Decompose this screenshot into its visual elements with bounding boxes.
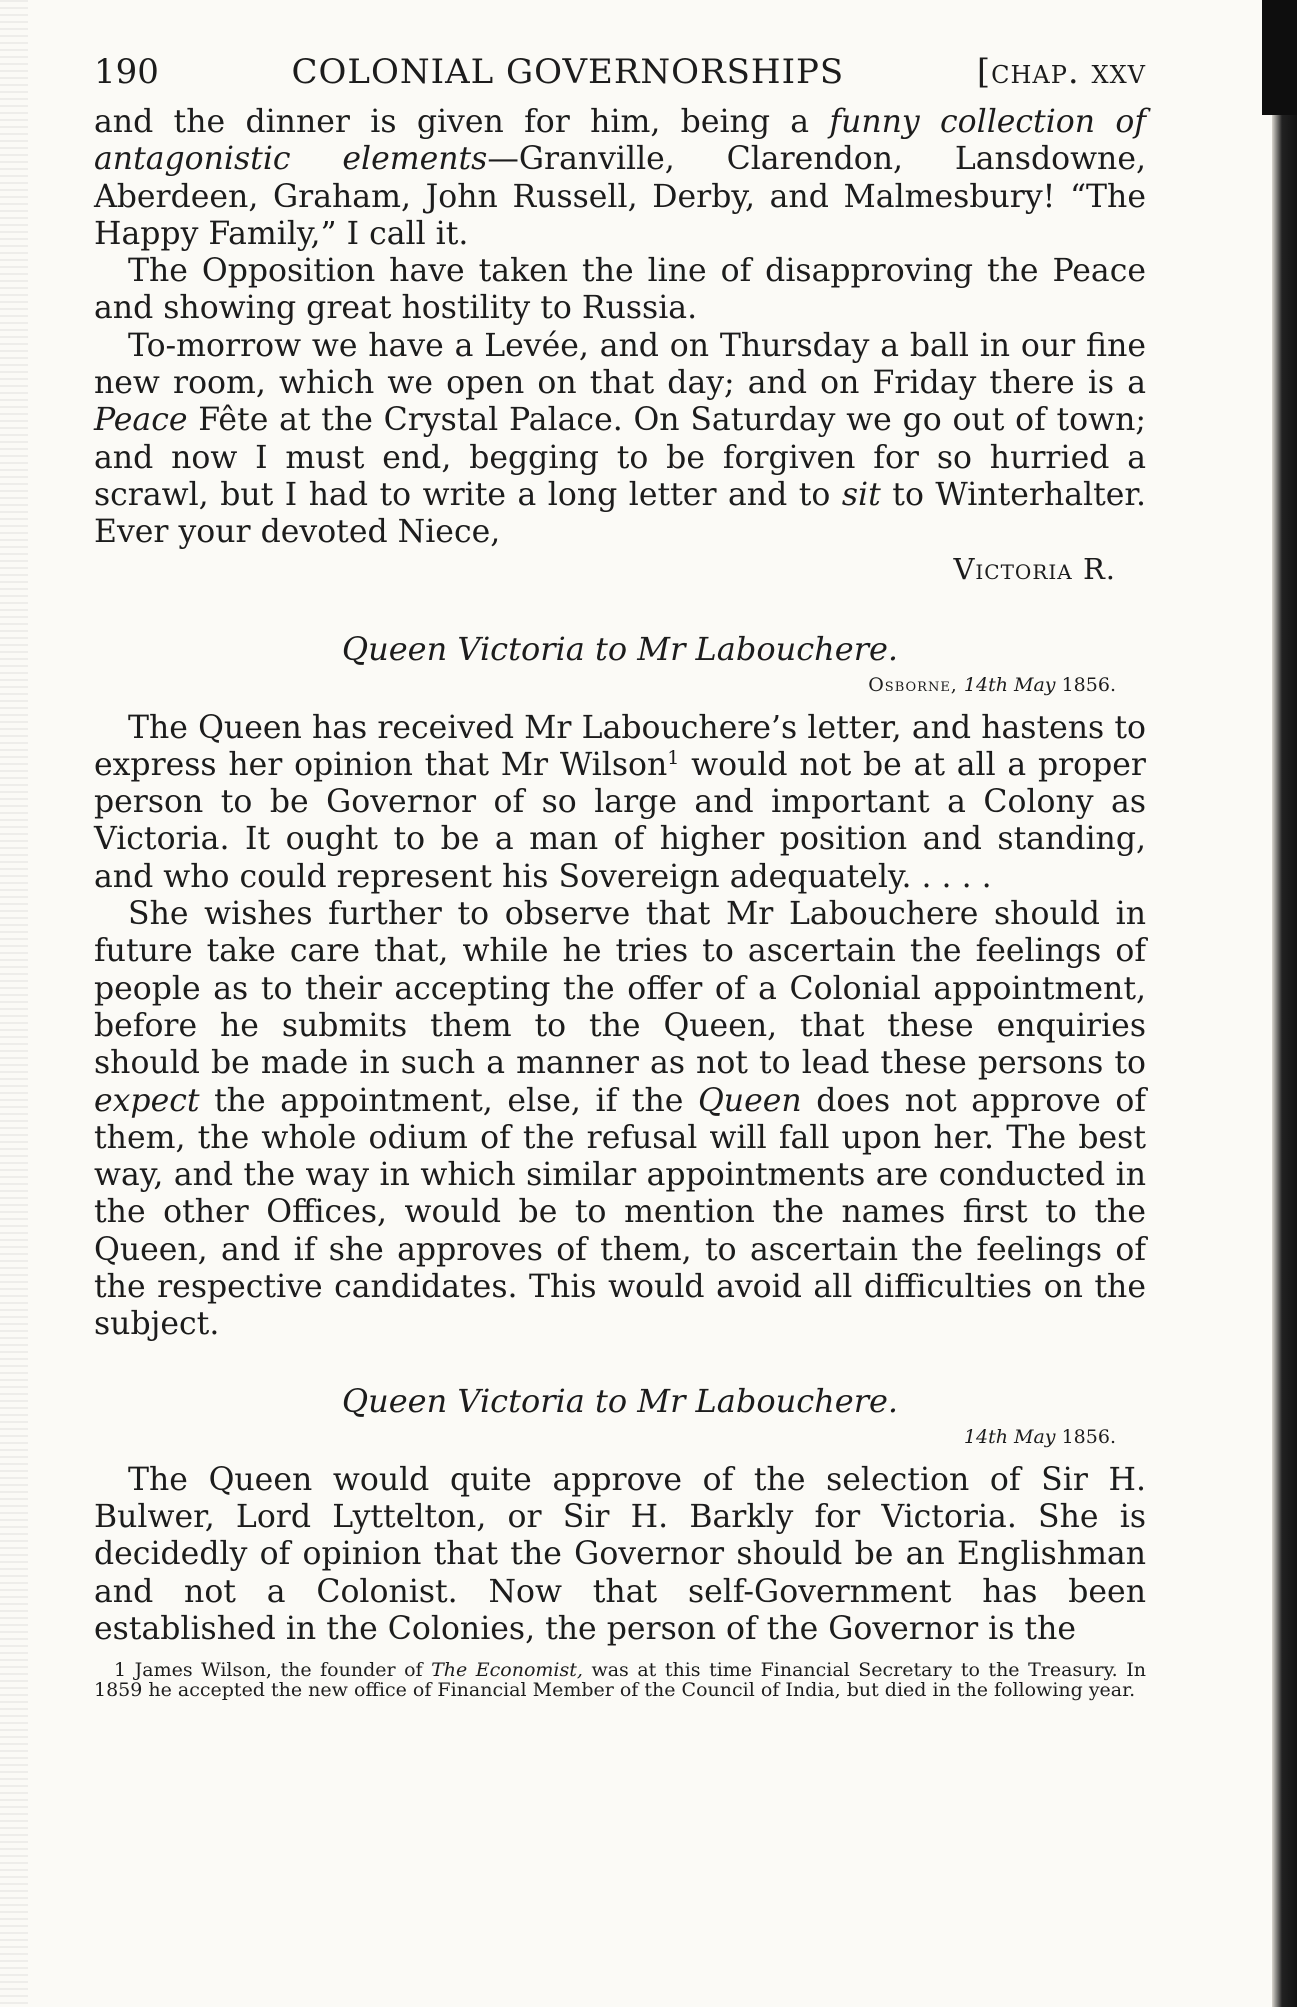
running-title: COLONIAL GOVERNORSHIPS: [291, 52, 845, 92]
footnote-reference: 1: [667, 746, 680, 769]
letter-paragraph: The Queen has received Mr Labouchere’s letter, and hastens to express her opinion that Mr Wilson$^1$ would not be at all a proper person to be Governor of so large and important a Colony as Victoria. It ought to be a man of higher position and standing, and who could represent his Sovereign adequately. . . . .: [94, 709, 1146, 895]
page-number: 190: [94, 52, 159, 92]
footnote: 1 James Wilson, the founder of The Economist, was at this time Financial Secretary to the Treasury. In 1859 he accepted the new office of Financial Member of the Council of India, but died in the following year.: [94, 1659, 1146, 1702]
letter-heading: Queen Victoria to Mr Labouchere.: [341, 629, 899, 668]
letter-paragraph: The Queen would quite approve of the selection of Sir H. Bulwer, Lord Lyttelton, or Sir H. Barkly for Victoria. She is decidedly of opinion that the Governor should be an Englishman and not a Colonist. Now that self-Government has been established in the Colonies, the person of the Governor is the: [94, 1461, 1146, 1647]
chapter-label: [chap. xxv: [976, 52, 1146, 92]
signature: Victoria R.: [953, 551, 1116, 586]
book-binding-shadow: [1262, 0, 1297, 115]
running-header: [94, 52, 1146, 104]
letter-paragraph: and the dinner is given for him, being a funny collection of antagonistic elements—Granville, Clarendon, Lansdowne, Aberdeen, Graham, John Russell, Derby, and Malmesbury! “The Happy Family,” I call it.: [94, 104, 1147, 252]
book-binding-edge: [1272, 0, 1297, 2007]
page-content: [94, 52, 1146, 1700]
letter-heading: Queen Victoria to Mr Labouchere.: [341, 1381, 899, 1420]
letter-dateline: Osborne, 14th May 1856.: [868, 673, 1116, 696]
letter-paragraph: To-morrow we have a Levée, and on Thursday a ball in our fine new room, which we open on that day; and on Friday there is a Peace Fête at the Crystal Palace. On Saturday we go out of town; and now I must end, begging to be forgiven for so hurried a scrawl, but I had to write a long letter and to sit to Winterhalter. Ever your devoted Niece,: [94, 327, 1147, 551]
letter-paragraph: She wishes further to observe that Mr Labouchere should in future take care that, while he tries to ascertain the feelings of people as to their accepting the offer of a Colonial appointment, before he submits them to the Queen, that these enquiries should be made in such a manner as not to lead these persons to expect the appointment, else, if the Queen does not approve of them, the whole odium of the refusal will fall upon her. The best way, and the way in which similar appointments are conducted in the other Offices, would be to mention the names first to the Queen, and if she approves of them, to ascertain the feelings of the respective candidates. This would avoid all difficulties on the subject.: [94, 896, 1146, 1343]
letter-dateline: 14th May 1856.: [963, 1425, 1116, 1448]
page-edge-speckle: [0, 0, 28, 2007]
letter-paragraph: The Opposition have taken the line of disapproving the Peace and showing great hostility to Russia.: [94, 253, 1146, 327]
